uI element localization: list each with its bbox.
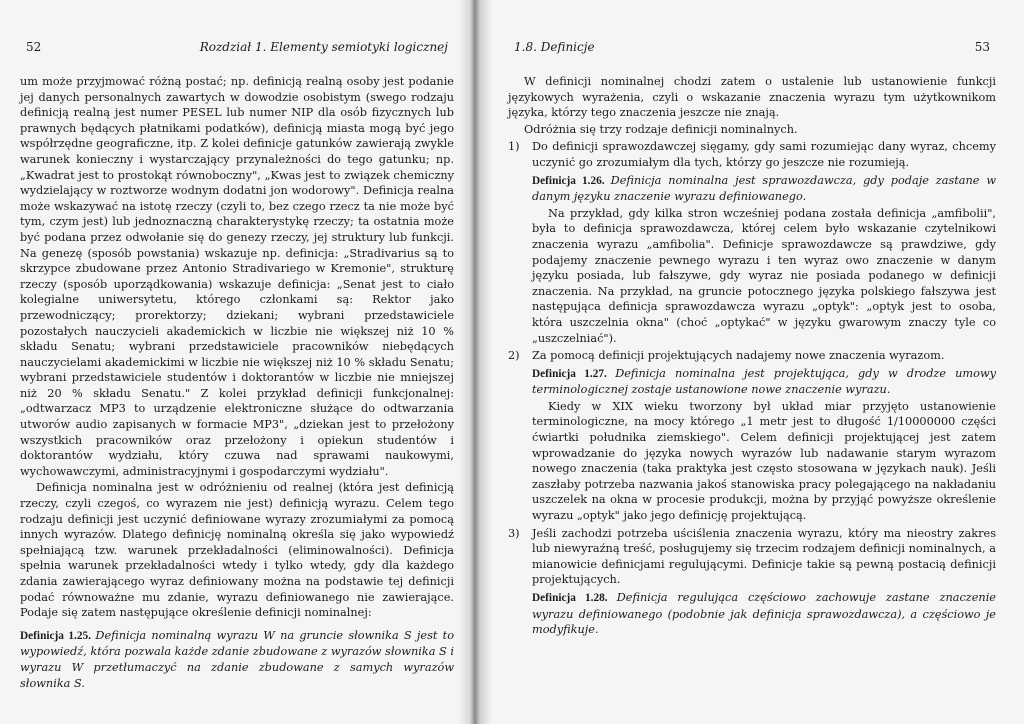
list-text: Do definicji sprawozdawczej sięgamy, gdy sami rozumiejąc dany wyraz, chcemy uczynić go zrozumiałym dla tych, którzy go jeszcze nie rozumieją.	[532, 140, 996, 169]
paragraph: um może przyjmować różną postać; np. definicją realną osoby jest podanie jej danych personalnych zawartych w dowodzie osobistym (swego rodzaju definicją realną jest numer PESEL lub numer NIP dla osób fizycznych lub prawnych będących płatnikami podatków), definicją miasta mogą być jego współrzędne geograficzne, itp. Z kolei definicje gatunków zawierają zwykle warunek konieczny i wystarczający przynależności do tego gatunku; np. „Kwadrat jest to prostokąt równoboczny", „Kwas jest to związek chemiczny wydzielający w roztworze wodnym dodatni jon wodorowy". Definicja realna może wskazywać na istotę rzeczy (czyli to, bez czego rzecz ta nie może być tym, czym jest) lub jednoznaczną charakterystykę rzeczy; ta ostatnia może być podana przez odwołanie się do genezy rzeczy, jej struktury lub funkcji. Na genezę (sposób powstania) wskazuje np. definicja: „Stradivarius są to skrzypce zbudowane przez Antonio Stradivariego w Kremonie", strukturę rzeczy (sposób uporządkowania) wskazuje definicja: „Senat jest to ciało kolegialne uniwersytetu, którego członkami są: Rektor jako przewodniczący; prorektorzy; dziekani; wybrani przedstawiciele pozostałych nauczycieli akademickich w liczbie nie większej niż 10 % składu Senatu; wybrani przedstawiciele pracowników niebędących nauczycielami akademickimi w liczbie nie większej niż 10 % składu Senatu; wybrani przedstawiciele studentów i doktorantów w liczbie nie mniejszej niż 20 % składu Senatu." Z kolei przykład definicji funkcjonalnej: „odtwarzacz MP3 to urządzenie elektroniczne służące do odtwarzania utworów audio zapisanych w formacie MP3", „dziekan jest to przełożony wszystkich pracowników oraz przełożony i opiekun studentów i doktorantów wydziału, który czuwa nad sprawami naukowymi, wychowawczymi, administracyjnymi i gospodarczymi wydziału".	[20, 75, 454, 478]
right-page-body	[508, 74, 996, 638]
definition-1-26	[532, 173, 996, 205]
paragraph: Na przykład, gdy kilka stron wcześniej podana została definicja „amfibolii", była to definicja sprawozdawcza, której celem było wskazanie czytelnikowi znaczenia wyrazu „amfibolia". Definicje sprawozdawcze są prawdziwe, gdy podajemy znaczenie pewnego wyrazu i ten wyraz owo znaczenie w danym języku posiada, lub fałszywe, gdy wyraz nie posiada podanego w definicji znaczenia. Na przykład, na gruncie potocznego języka polskiego fałszywa jest następująca definicja sprawozdawcza wyrazu „optyk": „optyk jest to osoba, która uszczelnia okna" (choć „optykać" w języku gwarowym znaczy tyle co „uszczelniać").	[532, 206, 996, 345]
right-page	[490, 0, 1024, 724]
left-page-body	[20, 74, 454, 691]
definition-label: Definicja 1.27.	[532, 367, 616, 380]
definition-text: Definicja nominalna jest sprawozdawcza, gdy podaje zastane w danym języku znaczenie wyrazu definiowanego.	[532, 173, 996, 204]
page-number: 53	[974, 40, 990, 54]
list-item	[508, 348, 996, 364]
right-page-header	[508, 40, 996, 54]
list-number: 2)	[508, 349, 520, 363]
list-text: Za pomocą definicji projektujących nadajemy nowe znaczenia wyrazom.	[532, 349, 945, 363]
list-text: Jeśli zachodzi potrzeba uściślenia znaczenia wyrazu, który ma nieostry zakres lub niewyraźną treść, posługujemy się trzecim rodzajem definicji nominalnych, a mianowicie definicjami regulującymi. Definicje takie są pewną postacią definicji projektujących.	[532, 526, 996, 587]
list-item	[508, 139, 996, 170]
list-number: 3)	[508, 526, 520, 540]
definition-1-28	[532, 590, 996, 638]
definition-1-27	[532, 366, 996, 398]
paragraph: W definicji nominalnej chodzi zatem o ustalenie lub ustanowienie funkcji językowych wyrażenia, czyli o wskazanie znaczenia wyrazu tym użytkownikom języka, którzy tego znaczenia jeszcze nie znają.	[508, 75, 996, 120]
definition-text: Definicja regulująca częściowo zachowuje zastane znaczenie wyrazu definiowanego (podobnie jak definicja sprawozdawcza), a częściowo je modyfikuje.	[532, 591, 996, 637]
book-gutter	[458, 0, 492, 724]
definition-1-25	[20, 628, 454, 691]
paragraph: Kiedy w XIX wieku tworzony był układ miar przyjęto ustanowienie terminologiczne, na mocy którego „1 metr jest to długość 1/10000000 części ćwiartki południka ziemskiego". Celem definicji projektującej jest zatem wprowadzanie do języka nowych wyrazów lub nadawanie starym wyrazom nowego znaczenia (taka praktyka jest często stosowana w językach nauk). Jeśli zaszłaby potrzeba nazwania jakoś stanowiska pracy polegającego na nakładaniu uszczelek na okna w procesie produkcji, można by przyjąć powyższe określenie wyrazu „optyk" jako jego definicję projektującą.	[532, 399, 996, 523]
paragraph: Odróżnia się trzy rodzaje definicji nominalnych.	[524, 122, 798, 136]
left-page-header	[20, 40, 454, 54]
list-item	[508, 526, 996, 588]
paragraph: Definicja nominalna jest w odróżnieniu od realnej (która jest definicją rzeczy, czyli czegoś, co wyrazem nie jest) definicją wyrazu. Celem tego rodzaju definicji jest uczynić definiowane wyrazy zrozumiałymi za pomocą innych wyrazów. Dlatego definicję nominalną określa się jako wypowiedź spełniającą tzw. warunek przekładalności (eliminowalności). Definicja spełnia warunek przekładalności wtedy i tylko wtedy, gdy dla każdego zdania zawierającego wyraz definiowany można na podstawie tej definicji podać równoważne mu zdanie, wyrazu definiowanego nie zawierające. Podaje się zatem następujące określenie definicji nominalnej:	[20, 481, 454, 620]
left-page	[0, 0, 466, 724]
page-number: 52	[26, 40, 42, 54]
running-head: 1.8. Definicje	[514, 40, 595, 54]
definition-text: Definicja nominalna jest projektująca, gdy w drodze umowy terminologicznej zostaje ustanowione nowe znaczenie wyrazu.	[532, 366, 996, 397]
definition-text: Definicja nominalną wyrazu W na gruncie słownika S jest to wypowiedź, która pozwala każde zdanie zbudowane z wyrazów słownika S i wyrazu W przetłumaczyć na zdanie zbudowane z samych wyrazów słownika S.	[20, 628, 454, 690]
definition-label: Definicja 1.26.	[532, 174, 611, 187]
definition-label: Definicja 1.28.	[532, 592, 617, 604]
list-number: 1)	[508, 140, 520, 154]
running-head: Rozdział 1. Elementy semiotyki logicznej	[199, 40, 448, 54]
definition-label: Definicja 1.25.	[20, 629, 96, 642]
